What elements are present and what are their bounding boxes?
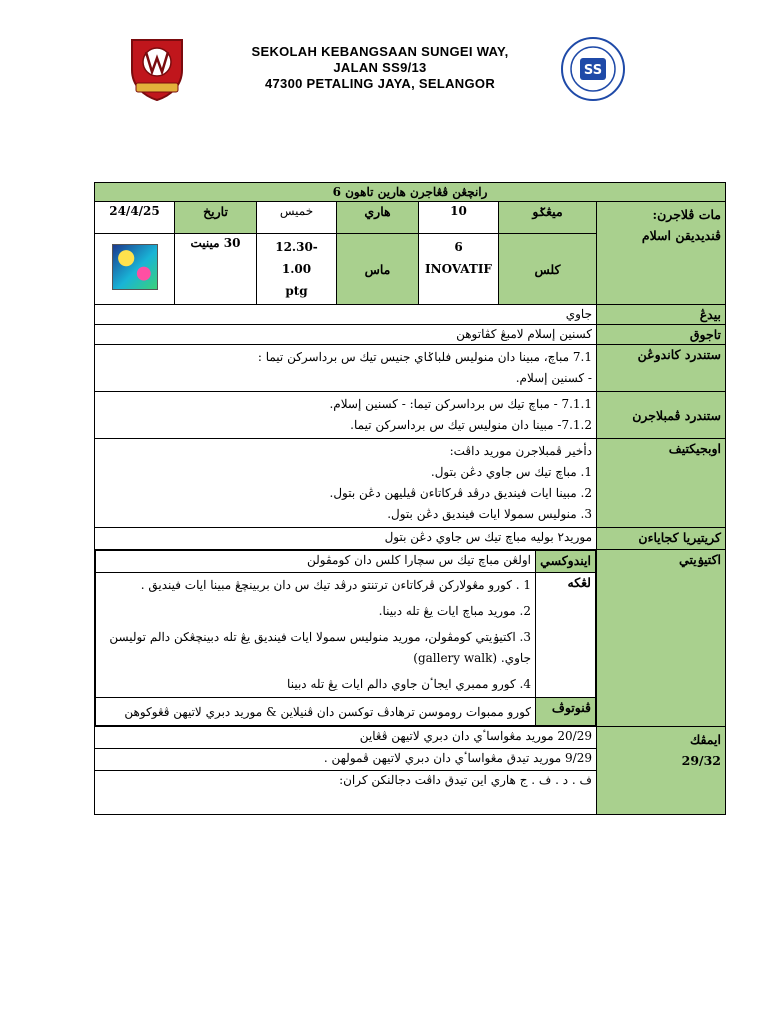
impak-line-1: 20/29 موريد مڠواساٴي دان دبري لاتيهن ڤڠاين	[95, 727, 597, 749]
subject-label: مات ڤلاجرن:	[652, 207, 721, 222]
objektif-label: اوبجيكتيف	[597, 439, 726, 528]
aktiviti-label: اكتيۏيتي	[597, 550, 726, 727]
objektif-1: 1. مباچ تيك س جاوي دڠن بتول.	[430, 465, 592, 479]
aktiviti-content	[95, 550, 597, 727]
impak-label: ايمڤك	[689, 732, 721, 747]
week-value: 10	[419, 202, 499, 234]
kriteria-value: موريد٢ بوليه مباچ تيك س جاوي دڠن بتول	[95, 528, 597, 550]
school-name: SEKOLAH KEBANGSAAN SUNGEI WAY,	[251, 44, 509, 59]
time-cell	[257, 234, 337, 305]
day-label: هاري	[337, 202, 419, 234]
subject-value: ڤنديديقن اسلام	[641, 228, 721, 243]
aktiviti-table	[95, 550, 596, 726]
sp-line-2: 7.1.2- مبينا دان منوليس تيك س برداسركن تيما.	[350, 418, 592, 432]
standard-kandungan-label: ستندرد كاندوڠن	[597, 345, 726, 392]
impak-score: 29/32	[681, 753, 721, 768]
penutup-value: كورو ممبوات روموسن ترهادڤ توكسن دان ڤنيلاين & موريد دبري لاتيهن ڤڠوكوهن	[96, 698, 536, 726]
day-value: خميس	[257, 202, 337, 234]
school-seal-logo	[560, 36, 626, 102]
duration: 30 مينيت	[175, 234, 257, 305]
tajuk-value: كسنين إسلام لامبڠ كڤاتوهن	[95, 325, 597, 345]
induksi-value: اولڠن مباچ تيك س سچارا كلس دان كومڤولن	[96, 551, 536, 573]
induksi-label: ايندوكسي	[536, 551, 596, 573]
bidang-label: بيدڠ	[597, 305, 726, 325]
langkah-step-2: 2. موريد مباچ ايات يڠ تله دبينا.	[378, 604, 531, 618]
lesson-plan-table	[94, 182, 726, 815]
kriteria-label: كريتيريا كجاياءن	[597, 528, 726, 550]
subject-cell	[597, 202, 726, 305]
bidang-value: جاوي	[95, 305, 597, 325]
langkah-step-3: 3. اكتيۏيتي كومڤولن، موريد منوليس سمولا ايات فيندیق يڠ تله دبينچڠكن دالم توليسن جاوي. (gallery walk)	[109, 630, 531, 665]
date-label: تاريخ	[175, 202, 257, 234]
sk-line-2: - كسنين إسلام.	[515, 371, 592, 385]
objektif-intro: دأخير ڤمبلاجرن موريد داڤت:	[449, 444, 592, 458]
school-city: 47300 PETALING JAYA, SELANGOR	[264, 76, 496, 91]
lesson-thumbnail-image	[112, 244, 158, 290]
objektif-value	[95, 439, 597, 528]
standard-pembelajaran-value	[95, 392, 597, 439]
school-address	[210, 44, 550, 92]
time-value: 12.30-1.00	[275, 240, 318, 276]
time-value-ptg: ptg	[285, 284, 308, 298]
week-label: ميڠݢو	[499, 202, 597, 234]
svg-text:SS: SS	[583, 63, 603, 78]
objektif-2: 2. مبينا ايات فيندیق درڤد ڤركاتاءن ڤيليهن دڠن بتول.	[329, 486, 592, 500]
impak-cell	[597, 727, 726, 815]
sk-line-1: 7.1 مباچ، مبينا دان منوليس فلباݢاي جنيس تيك س برداسركن تيما :	[257, 350, 592, 364]
standard-pembelajaran-label: ستندرد ڤمبلاجرن	[597, 392, 726, 439]
class-name: INOVATIF	[425, 262, 492, 276]
langkah-step-4: 4. كورو ممبري ايجاٴن جاوي دالم ايات يڠ تله دبينا	[287, 677, 531, 691]
thumbnail-cell	[95, 234, 175, 305]
school-street: JALAN SS9/13	[333, 60, 427, 75]
penutup-label: ڤنوتوڤ	[536, 698, 596, 726]
sp-line-1: 7.1.1 - مباچ تيك س برداسركن تيما: - كسنين إسلام.	[329, 397, 592, 411]
langkah-step-1: 1 . كورو مڠولاركن ڤركاتاءن ترتنتو درڤد تيك س دان بربينچڠ مبينا ايات فيندیق .	[140, 578, 531, 592]
langkah-value	[96, 573, 536, 698]
date-value: 24/4/25	[95, 202, 175, 234]
school-crest-logo	[126, 36, 188, 102]
page-header	[0, 0, 768, 120]
impak-line-2: 9/29 موريد تيدق مڠواساٴي دان دبري لاتيهن ڤمولهن .	[95, 749, 597, 771]
time-label: ماس	[337, 234, 419, 305]
class-cell	[419, 234, 499, 305]
objektif-3: 3. منوليس سمولا ايات فيندیق دڠن بتول.	[387, 507, 592, 521]
plan-title: رانچڠن ڤڠاجرن هارين تاهون 6	[95, 183, 726, 202]
class-year: 6	[454, 240, 463, 254]
langkah-label: لڠكه	[536, 573, 596, 698]
tajuk-label: تاجوق	[597, 325, 726, 345]
standard-kandungan-value	[95, 345, 597, 392]
class-label: كلس	[499, 234, 597, 305]
impak-line-3: ف . د . ف . ج هاري اين تيدق داڤت دجالنكن كران:	[95, 771, 597, 815]
